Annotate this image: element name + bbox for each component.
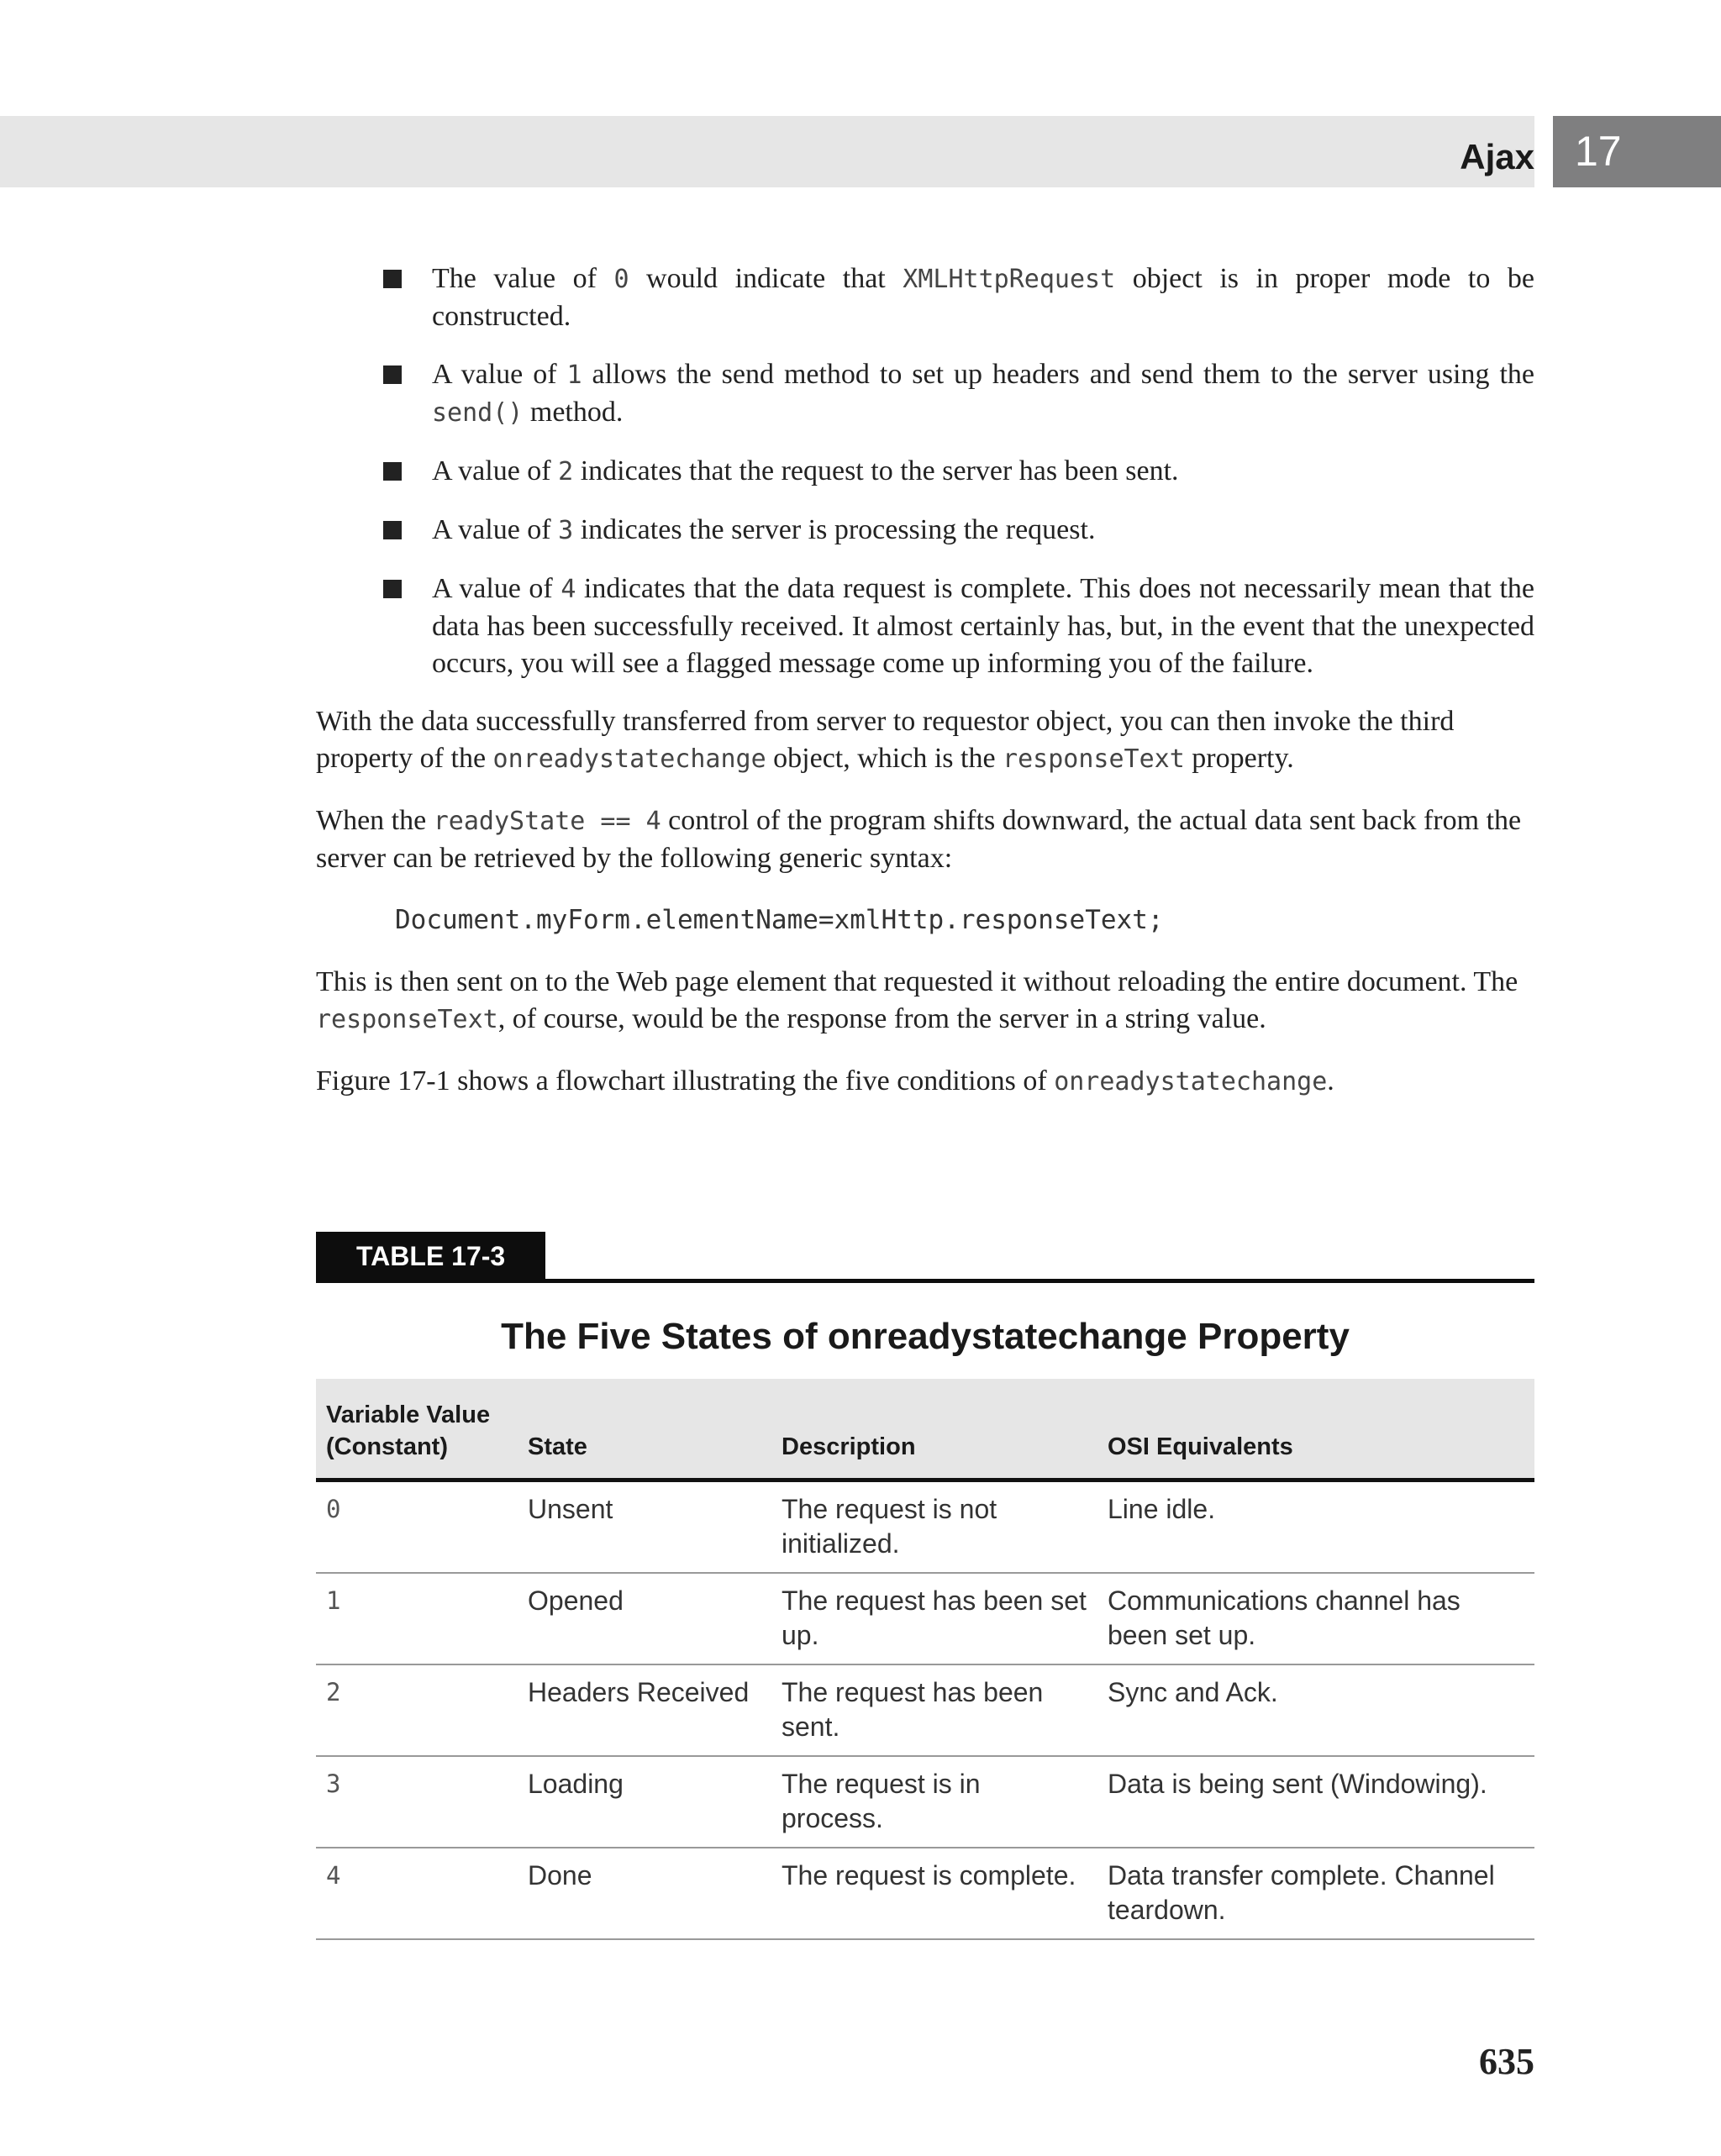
cell-osi: Sync and Ack. [1097, 1664, 1534, 1756]
ready-state-bullet-list [316, 260, 1534, 682]
table-header-row [316, 1379, 1534, 1480]
inline-code: onreadystatechange [1054, 1067, 1328, 1096]
cell-state: Opened [518, 1573, 771, 1664]
square-bullet-icon [383, 270, 402, 288]
ready-states-table [316, 1379, 1534, 1940]
square-bullet-icon [383, 580, 402, 598]
bullet-item [316, 356, 1534, 432]
bullet-item [316, 260, 1534, 335]
cell-state: Done [518, 1848, 771, 1939]
square-bullet-icon [383, 521, 402, 539]
square-bullet-icon [383, 462, 402, 481]
running-header-title: Ajax [1460, 137, 1534, 176]
inline-code: responseText [316, 1005, 498, 1034]
bullet-text: A value of [432, 514, 559, 545]
paragraph-text: When the [316, 805, 434, 836]
bullet-text: allows the send method to set up headers and send them to the server using the [582, 359, 1534, 390]
cell-description: The request has been set up. [771, 1573, 1097, 1664]
column-header-osi: OSI Equivalents [1097, 1379, 1534, 1480]
bullet-text: indicates that the request to the server has been sent. [573, 455, 1179, 486]
cell-osi: Communications channel has been set up. [1097, 1573, 1534, 1664]
table-17-3 [316, 1232, 1534, 1940]
table-label: TABLE 17-3 [316, 1232, 545, 1280]
paragraph-text: object, which is the [766, 743, 1003, 774]
table-row [316, 1480, 1534, 1574]
paragraph-text: . [1327, 1065, 1334, 1096]
cell-value: 3 [316, 1756, 518, 1848]
bullet-text: A value of [432, 359, 567, 390]
inline-code: readyState == 4 [433, 807, 661, 836]
paragraph-text: This is then sent on to the Web page element that requested it without reloading the entire document. The [316, 966, 1518, 997]
bullet-code: XMLHttpRequest [903, 265, 1116, 294]
cell-state: Loading [518, 1756, 771, 1848]
bullet-code: 4 [561, 575, 576, 604]
cell-value: 4 [316, 1848, 518, 1939]
bullet-code: 3 [558, 516, 574, 545]
bullet-text: would indicate that [629, 263, 903, 294]
bullet-item [316, 453, 1534, 491]
paragraph-text: property. [1184, 743, 1294, 774]
cell-state: Headers Received [518, 1664, 771, 1756]
bullet-text: object is in proper mode to be constructed. [432, 263, 1534, 332]
paragraph [316, 964, 1534, 1039]
inline-code: responseText [1003, 744, 1185, 774]
paragraph [316, 703, 1534, 778]
cell-osi: Data is being sent (Windowing). [1097, 1756, 1534, 1848]
paragraph-text: control of the program shifts downward, the actual data sent back from the server can be retrieved by the following generic syntax: [316, 805, 1522, 874]
table-row [316, 1848, 1534, 1939]
bullet-text: indicates that the data request is complete. This does not necessarily mean that the data has been successfully received. It almost certainly has, but, in the event that the unexpected occurs, you will see a flagged message come up informing you of the failure. [432, 573, 1534, 679]
bullet-item [316, 512, 1534, 550]
paragraph [316, 1063, 1534, 1101]
cell-description: The request is not initialized. [771, 1480, 1097, 1574]
bullet-code: 0 [613, 265, 629, 294]
paragraph-text: , of course, would be the response from the server in a string value. [497, 1003, 1266, 1034]
table-row [316, 1664, 1534, 1756]
paragraph [316, 802, 1534, 877]
cell-description: The request has been sent. [771, 1664, 1097, 1756]
bullet-code: 2 [558, 457, 574, 486]
cell-description: The request is complete. [771, 1848, 1097, 1939]
cell-description: The request is in process. [771, 1756, 1097, 1848]
table-row [316, 1756, 1534, 1848]
inline-code: onreadystatechange [492, 744, 766, 774]
paragraph-text: Figure 17-1 shows a flowchart illustrating the five conditions of [316, 1065, 1055, 1096]
column-header-state: State [518, 1379, 771, 1480]
column-header-value: Variable Value (Constant) [316, 1379, 518, 1480]
cell-state: Unsent [518, 1480, 771, 1574]
bullet-text: A value of [432, 455, 559, 486]
bullet-text: The value of [432, 263, 614, 294]
cell-value: 2 [316, 1664, 518, 1756]
cell-osi: Line idle. [1097, 1480, 1534, 1574]
body-content [316, 260, 1534, 1125]
bullet-code: 1 [566, 360, 582, 390]
column-header-description: Description [771, 1379, 1097, 1480]
code-example: Document.myForm.elementName=xmlHttp.responseText; [395, 905, 1164, 935]
cell-value: 0 [316, 1480, 518, 1574]
page-number: 635 [1479, 2041, 1534, 2082]
table-row [316, 1573, 1534, 1664]
cell-osi: Data transfer complete. Channel teardown. [1097, 1848, 1534, 1939]
square-bullet-icon [383, 365, 402, 384]
paragraph-text: With the data successfully transferred from server to requestor object, you can then invoke the third property of the [316, 706, 1455, 774]
bullet-code: send() [432, 398, 524, 428]
chapter-number-tab: 17 [1553, 116, 1721, 187]
table-title: The Five States of onreadystatechange Property [501, 1316, 1350, 1357]
bullet-text: method. [523, 397, 624, 428]
cell-value: 1 [316, 1573, 518, 1664]
running-header-bar [0, 116, 1534, 187]
bullet-text: A value of [432, 573, 561, 604]
bullet-text: indicates the server is processing the request. [573, 514, 1096, 545]
bullet-item [316, 571, 1534, 682]
